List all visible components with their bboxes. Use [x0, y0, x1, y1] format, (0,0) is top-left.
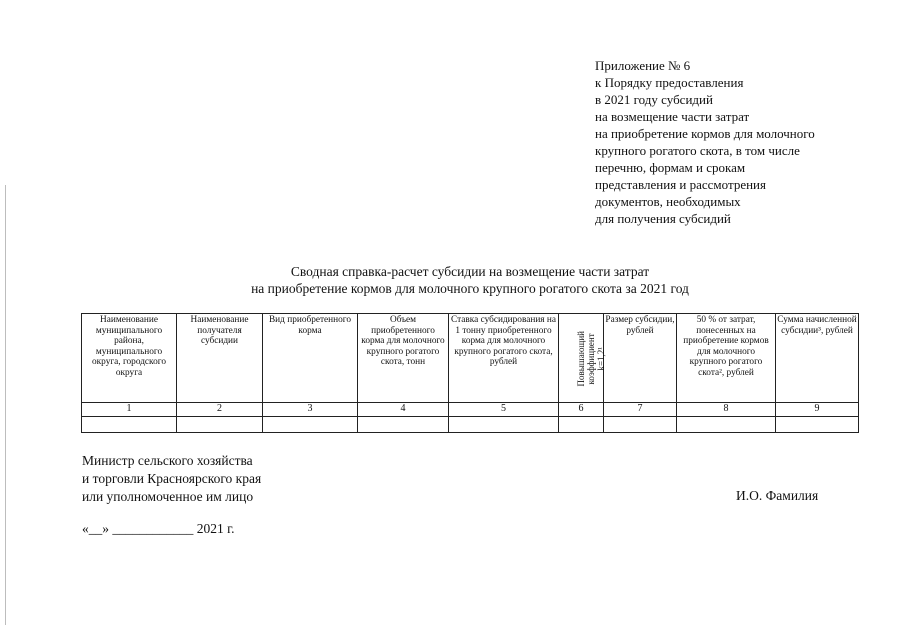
header-municipality: Наименование муниципального района, муниципального округа, городского округа	[82, 314, 177, 403]
document-title	[180, 263, 760, 297]
document-title-line2: на приобретение кормов для молочного крупного рогатого скота за 2021 год	[251, 281, 689, 296]
table-cell[interactable]	[604, 417, 677, 433]
table-cell[interactable]	[177, 417, 263, 433]
column-number: 4	[358, 403, 449, 417]
table-cell[interactable]	[449, 417, 559, 433]
table-cell[interactable]	[677, 417, 776, 433]
header-feed-type: Вид приобретенного корма	[263, 314, 358, 403]
appendix-line: перечню, формам и срокам	[595, 160, 746, 175]
appendix-line: в 2021 году субсидий	[595, 92, 713, 107]
column-number: 8	[677, 403, 776, 417]
column-number: 9	[776, 403, 859, 417]
table-number-row	[82, 403, 859, 417]
appendix-line: на возмещение части затрат	[595, 109, 750, 124]
column-number: 6	[559, 403, 604, 417]
table-cell[interactable]	[263, 417, 358, 433]
appendix-line: крупного рогатого скота, в том числе	[595, 143, 800, 158]
appendix-line: к Порядку предоставления	[595, 75, 744, 90]
column-number: 3	[263, 403, 358, 417]
signatory-line: Министр сельского хозяйства	[82, 453, 253, 468]
column-number: 5	[449, 403, 559, 417]
table-cell[interactable]	[358, 417, 449, 433]
appendix-line: Приложение № 6	[595, 58, 691, 73]
table-header-row	[82, 314, 859, 403]
header-feed-volume: Объем приобретенного корма для молочного крупного рогатого скота, тонн	[358, 314, 449, 403]
scan-edge-line	[5, 185, 6, 625]
document-title-line1: Сводная справка-расчет субсидии на возмещение части затрат	[290, 264, 650, 279]
header-subsidy-size: Размер субсидии, рублей	[604, 314, 677, 403]
header-coefficient	[559, 314, 604, 403]
appendix-line: документов, необходимых	[595, 194, 741, 209]
header-subsidy-rate: Ставка субсидирования на 1 тонну приобретенного корма для молочного крупного рогатого скота, рублей	[449, 314, 559, 403]
appendix-reference	[595, 57, 895, 227]
signatory-block	[82, 452, 261, 506]
header-half-costs: 50 % от затрат, понесенных на приобретение кормов для молочного крупного рогатого скота², рублей	[677, 314, 776, 403]
date-line: «__» ____________ 2021 г.	[82, 521, 235, 536]
column-number: 7	[604, 403, 677, 417]
column-number: 1	[82, 403, 177, 417]
header-accrued-subsidy: Сумма начисленной субсидии³, рублей	[776, 314, 859, 403]
table-cell[interactable]	[82, 417, 177, 433]
table-cell[interactable]	[559, 417, 604, 433]
column-number: 2	[177, 403, 263, 417]
signatory-name: И.О. Фамилия	[736, 488, 819, 503]
header-recipient: Наименование получателя субсидии	[177, 314, 263, 403]
subsidy-calculation-table	[81, 313, 859, 433]
table-row	[82, 417, 859, 433]
table-cell[interactable]	[776, 417, 859, 433]
appendix-line: на приобретение кормов для молочного	[595, 126, 815, 141]
appendix-line: представления и рассмотрения	[595, 177, 766, 192]
signatory-line: и торговли Красноярского края	[82, 471, 262, 486]
signatory-line: или уполномоченное им лицо	[82, 489, 254, 504]
header-coefficient-text: Повышающий коэффициент k=1,2¹	[576, 330, 606, 387]
appendix-line: для получения субсидий	[595, 211, 731, 226]
